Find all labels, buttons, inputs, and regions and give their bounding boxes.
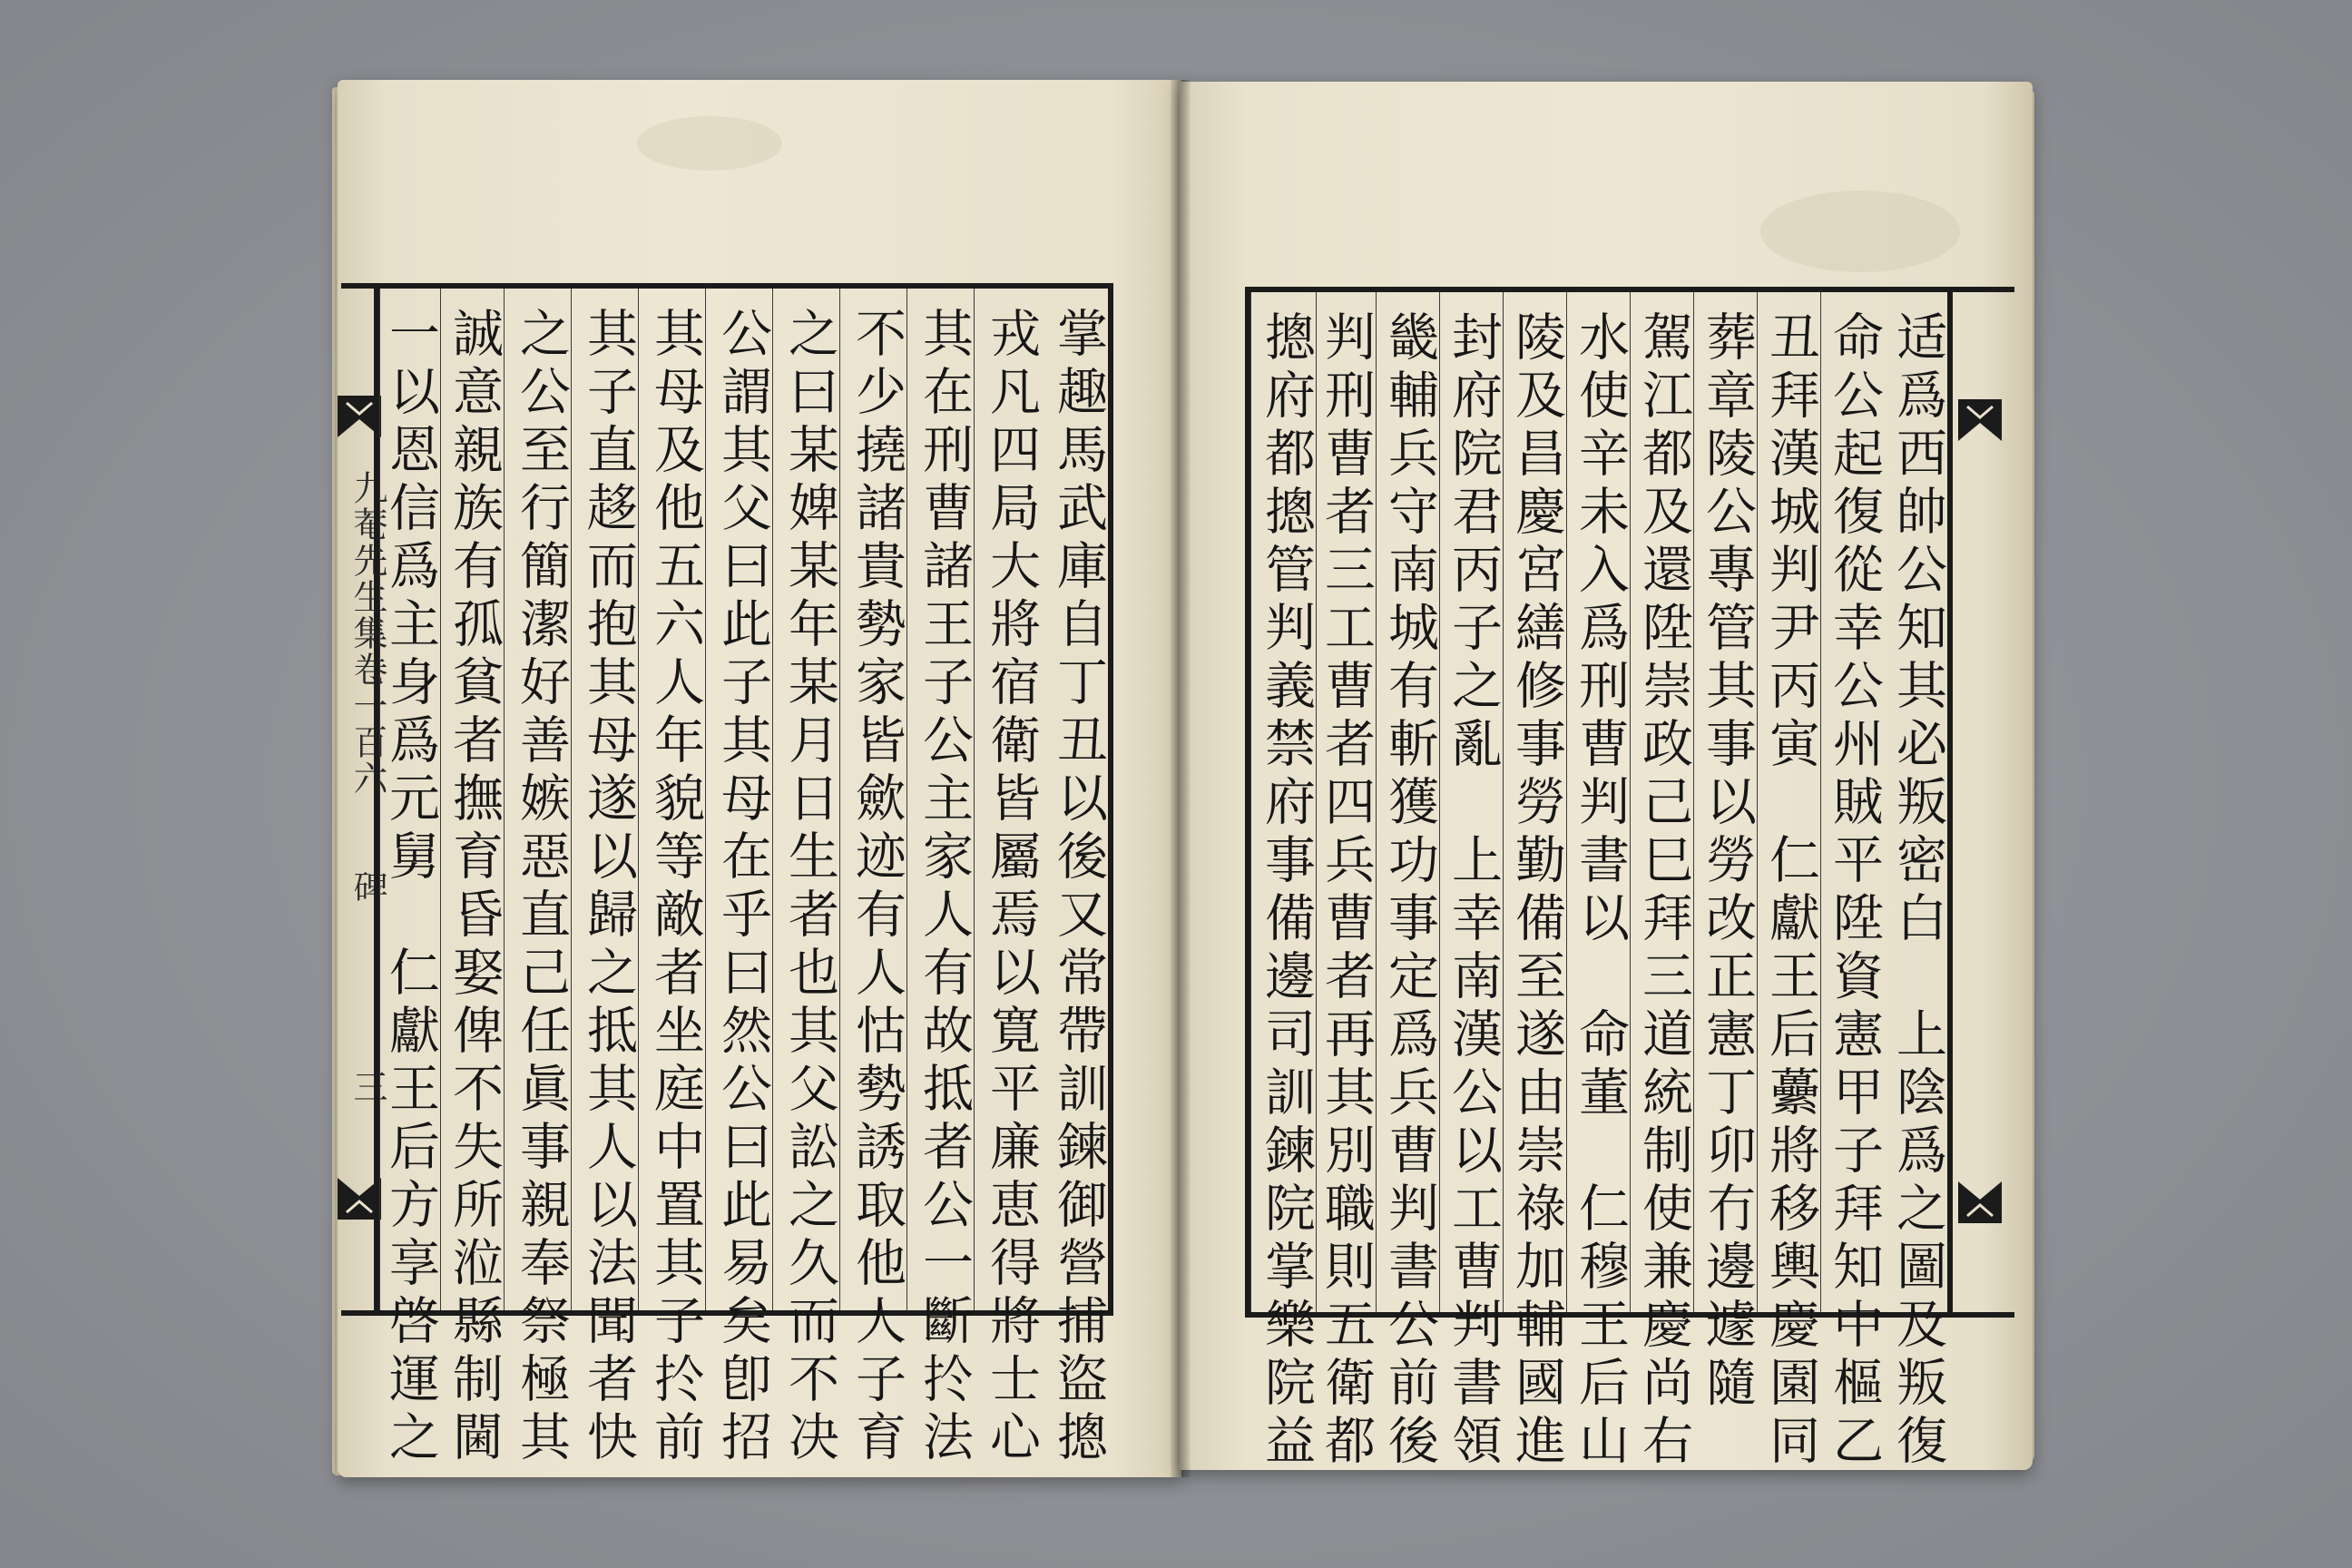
text-column: 判刑曹者三工曹者四兵曹者再其別職則五衛都 [1316,292,1376,1312]
text-column: 其在刑曹諸王子公主家人有故抵者公一斷扵法 [906,289,974,1310]
leaf-number: 三 [348,1069,387,1103]
text-column: 誠意親族有孤貧者撫育昏娶俾不失所涖縣制閫 [440,289,504,1310]
text-column: 葬章陵公專管其事以勞改正憲丁卯冇邊遽隨 [1693,292,1757,1312]
text-column: 掌趣馬武庫自丁丑以後又常帶訓鍊御營捕盜摠 [1049,307,1108,1468]
text-column: 丑拜漢城判尹丙寅 仁獻王后虆將移輿慶園同 [1757,292,1820,1312]
text-column: 适爲西帥公知其必叛密白 上陰爲之圖及叛復 [1888,310,1947,1472]
right-text-frame [1245,287,1953,1472]
text-column: 公謂其父曰此子其母在乎曰然公曰此易矣卽招 [705,289,772,1310]
text-column: 畿輔兵守南城有斬獲功事定爲兵曹判書公前後 [1376,292,1439,1312]
left-text-frame [374,283,1113,1468]
text-column: 其母及他五六人年貌等敵者坐庭中置其子扵前 [638,289,705,1310]
text-column: 戎凡四局大將宿衛皆屬焉以寛平廉恵得將士心 [974,289,1041,1310]
edge-section-label: 碑 [348,869,387,906]
text-column: 陵及昌慶宮繕修事勞勤備至遂由崇祿加輔國進 [1503,292,1566,1312]
text-column: 命公起復從幸公州賊平陞資憲甲子拜知中樞乙 [1820,292,1884,1312]
text-column: 不少撓諸貴勢家皆歛迹有人怙勢誘取他人子育 [839,289,906,1310]
right-page-center-strip [1951,287,2014,1318]
text-column: 水使辛未入爲刑曹判書以 命董 仁穆王后山 [1566,292,1630,1312]
text-column: 駕江都及還陞崇政己巳拜三道統制使兼慶尚右 [1630,292,1693,1312]
edge-book-title: 九菴先生集卷一百六 [348,470,387,797]
text-column: 其子直趍而抱其母遂以歸之抵其人以法聞者快 [571,289,638,1310]
paper-stain [1760,191,1960,272]
text-column: 之曰某婢某年某月日生者也其父訟之久而不决 [772,289,839,1310]
fishtail-icon [1958,1181,2002,1223]
text-column: 摠府都摠管判義禁府事備邊司訓鍊院掌樂院益 [1250,292,1316,1312]
text-column: 一以恩信爲主身爲元舅 仁獻王后方享啓運之 [379,289,440,1310]
book-gutter [1171,80,1191,1477]
fishtail-icon [1958,399,2002,441]
text-column: 之公至行簡潔好善嫉惡直己任眞事親奉祭極其 [504,289,571,1310]
text-column: 封府院君丙子之亂 上幸南漢公以工曹判書領 [1439,292,1503,1312]
paper-stain [637,116,782,171]
